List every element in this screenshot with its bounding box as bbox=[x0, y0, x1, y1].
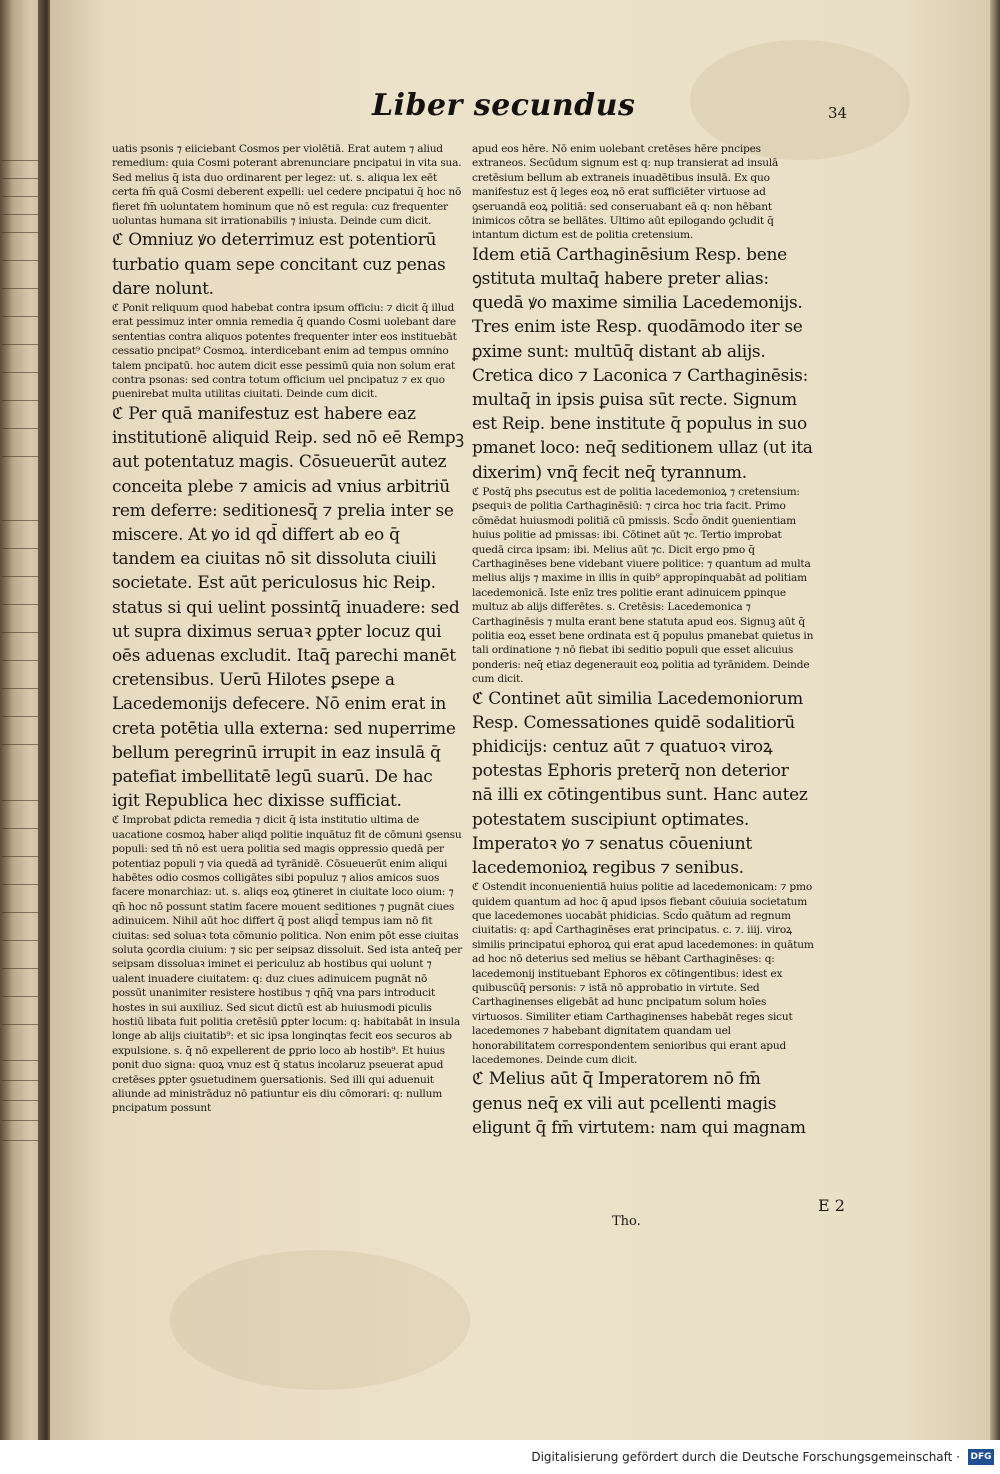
left-text-column bbox=[112, 142, 464, 1116]
commentary-block: ℭ Postq̄ phs ꝑsecutus est de politia lacedemonioꝝ ⁊ cretensium: ꝑsequiꝛ de politia Carthaginēsiū: ⁊ circa hoc tria facit. Primo cōmēdat huiusmodi politiā cū pmissis. Scd̄o ōndit ꝯuenientiam huius politie ad pmissas: ibi. Cōtinet aūt ⁊c. Tertio improbat quedā circa ipsam: ibi. Melius aūt ⁊c. Dicit ergo pmo q̄ Carthaginēses bene videbant viuere politice: ⁊ quantum ad multa melius alijs ⁊ maxime in illis in quib⁹ appropinquabāt ad politiam lacedemonicā. Iste enīz tres politie erant adinuicem ꝑpinque multuz ab alijs differētes. s. Cretēsis: Lacedemonica ⁊ Carthaginēsis ⁊ multa erant bene statuta apud eos. Signuꝫ aūt q̄ politia eoꝝ esset bene ordinata est q̄ populus pmanebat quietus in tali ordinatione ⁊ nō fiebat ibi seditio populi que esset alicuius ponderis: neq̄ etiaz degenerauit eoꝝ politia ad tyrānidem. Deinde cum dicit. bbox=[472, 485, 814, 686]
text-block: ℭ Per quā manifestuz est habere eaz institutionē aliquid Reip. sed nō eē Rempꝫ aut potentatuz magis. Cōsueuerūt autez conceita plebe ⁊ amicis ad vnius arbitriū rem deferre: seditionesq̄ ⁊ prelia inter se miscere. At ꝟo id qd̄ differt ab eo q̄ tandem ea ciuitas nō sit dissoluta ciuili societate. Est aūt periculosus hic Reip. status si qui uelint possintq̄ inuadere: sed ut supra diximus seruaꝛ ꝑpter locuz qui oēs aduenas excludit. Itaq̄ parechi manēt cretensibus. Uerū Hilotes ꝑsepe a Lacedemonijs defecere. Nō enim erat in creta potētia ulla externa: sed nuperrime bellum peregrinū irrupit in eaz insulā q̄ patefiat imbellitatē legū suarū. De hac igit Republica hec dixisse sufficiat. bbox=[112, 403, 464, 812]
folio-number: 34 bbox=[828, 104, 848, 122]
commentary-block: ℭ Ostendit inconuenientiā huius politie ad lacedemonicam: ⁊ pmo quidem quantum ad hoc q̄ apud ipsos fiebant cōuiuia societatum que lacedemones uocabāt phidicias. Scd̄o quātum ad regnum ciuitatis: q: apd̄ Carthaginēses erat principatus. c. ⁊. iiij. viroꝝ similis principatui ephoroꝝ qui erat apud lacedemones: in quātum ad hoc nō deterius sed melius se hēbant Carthaginēses: q: lacedemonij instituebant Ephoros ex cōtingentibus: idest ex quibuscūq̄ personis: ⁊ istā nō approbatio in virtute. Sed Carthaginenses eligebāt ad hunc pncipatum solum hoīes virtuosos. Similiter etiam Carthaginenses habebāt reges sicut lacedemones ⁊ habebant dignitatem quandam uel honorabilitatem correspondentem senioribus qui erant apud lacedemones. Deinde cum dicit. bbox=[472, 881, 814, 1067]
commentary-block: uatis psonis ⁊ eiiciebant Cosmos per violētiā. Erat autem ⁊ aliud remedium: quia Cosmi poterant abrenunciare pncipatui in vita sua. Sed melius q̄ ista duo ordinarent per legez: ut. s. aliqua lex eēt certa fm̄ quā Cosmi deberent expelli: uel cedere pncipatui q̄ hoc nō fieret fm̄ uoluntatem hominum que nō est regula: cuz frequenter uoluntas humana sit irrationabilis ⁊ iniusta. Deinde cum dicit. bbox=[112, 143, 462, 228]
text-block: ℭ Omniuz ꝟo deterrimuz est potentiorū turbatio quam sepe concitant cuz penas dare nolunt. bbox=[112, 230, 446, 299]
footer-bar bbox=[0, 1440, 1000, 1474]
running-head: Liber secundus bbox=[372, 88, 636, 123]
catchword: Tho. bbox=[612, 1214, 641, 1229]
text-block: ℭ Continet aūt similia Lacedemoniorum Resp. Comessationes quidē sodalitiorū phidicijs: centuz aūt ⁊ quatuoꝛ viroꝝ potestas Ephoris preterq̄ non deterior nā illi ex cōtingentibus sunt. Hanc autez potestatem suscipiunt optimates. Imperatoꝛ ꝟo ⁊ senatus cōueniunt lacedemonioꝝ regibus ⁊ senibus. bbox=[472, 688, 808, 878]
paper-stain bbox=[170, 1250, 470, 1390]
page-fore-edge bbox=[990, 0, 1000, 1440]
right-text-column bbox=[472, 142, 814, 1140]
commentary-block: ℭ Improbat ꝑdicta remedia ⁊ dicit q̄ ista institutio ultima de uacatione cosmoꝝ haber aliqd politie inquātuz fit de cōmuni ꝯsensu populi: sed tn̄ nō est uera politia sed magis oppressio quedā per potentiaz populi ⁊ via quedā ad tyrānidē. Cōsueuerūt enim aliqui habētes odio cosmos colligātes sibi populuz ⁊ alios amicos suos facere monarchiaz: ut. s. aliqs eoꝝ ꝯtineret in ciuitate loco oium: ⁊ qn̄ hoc nō possunt statim facere mouent seditiones ⁊ pugnāt ciues adinuicem. Nihil aūt hoc differt q̄ post aliqd̄ tempus iam nō fit ciuitas: sed soluaꝛ tota cōmunio politica. Non enim pōt esse ciuitas soluta ꝯcordia ciuium: ⁊ sic per seipsaz dissoluit. Sed ista anteq̄ per seipsam dissoluaꝛ iminet ei periculuz ab hostibus qui uolunt ⁊ ualent inuadere ciuitatem: q: duz ciues adinuicem pugnāt nō possūt unanimiter resistere hostibus ⁊ qn̄q̄ vna pars introducit hostes in sui auxiliuz. Sed sicut dictū est ab huiusmodi piculis hostiū libata fuit politia cretēsiū ꝑpter locum: q: habitabāt in insula longe ab alijs ciuitatib⁹: et sic ipsa longinqtas fecit eos securos ab expulsione. s. q̄ nō expellerent de ꝑprio loco ab hostib⁹. Et huius ponit duo signa: quoꝝ vnuz est q̄ status incolaruz pseuerat apud cretēses ꝑpter ꝯsuetudinem ꝯuersationis. Sed illi qui aduenuit aliunde ad ministrāduz nō patiuntur eis diu cōmorari: q: nullum pncipatum possunt bbox=[112, 814, 462, 1115]
funding-credit: Digitalisierung gefördert durch die Deutsche Forschungsgemeinschaft · bbox=[531, 1450, 960, 1464]
signature-mark: E 2 bbox=[818, 1196, 845, 1215]
dfg-logo: DFG bbox=[968, 1449, 994, 1465]
text-block: Idem etiā Carthaginēsium Resp. bene ꝯstituta multaq̄ habere preter alias: quedā ꝟo maxime similia Lacedemonijs. Tres enim iste Resp. quodāmodo iter se ꝑxime sunt: multūq̄ distant ab alijs. Cretica dico ⁊ Laconica ⁊ Carthaginēsis: multaq̄ in ipsis ꝑuisa sūt recte. Signum est Reip. bene institute q̄ populus in suo pmanet loco: neq̄ seditionem ullaz (ut ita dixerim) vnq̄ fecit neq̄ tyrannum. bbox=[472, 244, 813, 483]
text-block: ℭ Melius aūt q̄ Imperatorem nō fm̄ genus neq̄ ex vili aut pcellenti magis eligunt q̄ fm̄ virtutem: nam qui magnam bbox=[472, 1069, 806, 1138]
commentary-block: ℭ Ponit reliquum quod habebat contra ipsum officiu: ⁊ dicit q̄ illud erat pessimuz inter omnia remedia q̄ quando Cosmi uolebant dare sententias contra aliquos potentes frequenter inter eos instituebāt cessatio pncipat⁹ Cosmoꝝ. interdicebant enim ad tempus omnino talem pncipatū. hoc autem dicit esse pessimū quia non solum erat contra psonas: sed contra totum officium uel pncipatuz ⁊ ex quo ꝑuenirebat multa utilitas ciuitati. Deinde cum dicit. bbox=[112, 302, 457, 401]
commentary-block: apud eos hēre. Nō enim uolebant cretēses hēre pncipes extraneos. Secūdum signum est q: nup transierat ad insulā cretēsium bellum ab extraneis inuadētibus insulā. Ex quo manifestuz est q̄ leges eoꝝ nō erat sufficiēter virtuose ad ꝯseruandā eoꝝ politiā: sed conseruabant eā q: non hēbant inimicos cōtra se bellātes. Ultimo aūt epilogando ꝯcludit q̄ intantum dictum est de politia cretensium. bbox=[472, 143, 779, 242]
